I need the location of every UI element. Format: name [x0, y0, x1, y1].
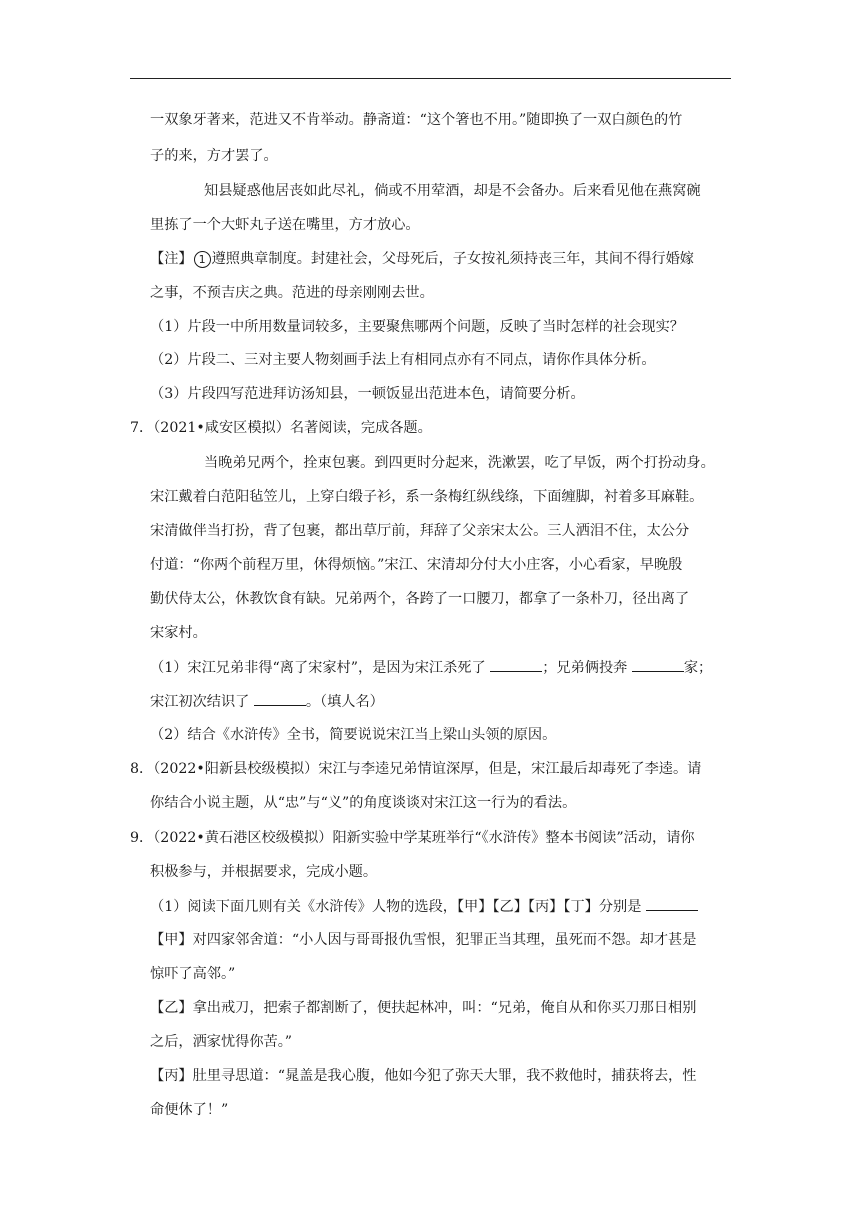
footnote-text: 遵照典章制度。封建社会，父母死后，子女按礼须持丧三年，其间不得行婚嫁 [211, 251, 694, 267]
passage-line: 勤伏侍太公，休教饮食有缺。兄弟两个，各跨了一口腰刀，都拿了一条朴刀，径出离了 [150, 591, 690, 607]
question-stem: （2022•黄石港区校级模拟）阳新实验中学某班举行“《水浒传》整本书阅读”活动，请你 [153, 830, 695, 846]
question-7-header [130, 418, 732, 438]
header-rule [130, 78, 731, 79]
footnote-continuation: 之事，不预吉庆之典。范进的母亲刚刚去世。 [150, 285, 434, 301]
passage-line: 当晚弟兄两个，拴束包裹。到四更时分起来，洗漱罢，吃了早饭，两个打扮动身。 [204, 455, 715, 471]
passage-line: 宋家村。 [150, 625, 207, 641]
subquestion: （1）宋江兄弟非得“离了宋家村”，是因为宋江杀死了 ；兄弟俩投奔 家； [150, 657, 732, 678]
passage-line: 宋清做伴当打扮，背了包裹，都出草厅前，拜辞了父亲宋太公。三人洒泪不住，太公分 [150, 523, 690, 539]
subquestion: （1）阅读下面几则有关《水浒传》人物的选段，【甲】【乙】【丙】【丁】分别是 [150, 896, 732, 917]
passage-line: 宋江戴着白范阳毡笠儿，上穿白缎子衫，系一条梅红纵线绦，下面缠脚，衬着多耳麻鞋。 [150, 489, 704, 505]
question-8-header [130, 759, 732, 779]
subquestion: （2）结合《水浒传》全书，简要说说宋江当上梁山头领的原因。 [150, 727, 557, 743]
question-number: 9． [130, 830, 154, 846]
question-stem: （2022•阳新县校级模拟）宋江与李逵兄弟情谊深厚，但是，宋江最后却毒死了李逵。请 [153, 761, 702, 777]
question-9-header [130, 828, 732, 848]
excerpt-bing-continuation: 命便休了！” [150, 1102, 229, 1118]
subquestion-continuation: 宋江初次结识了 。（填人名） [150, 691, 732, 712]
question-stem-continuation: 你结合小说主题，从“忠”与“义”的角度谈谈对宋江这一行为的看法。 [150, 795, 577, 811]
subquestion: （1）片段一中所用数量词较多，主要聚焦哪两个问题，反映了当时怎样的社会现实？ [150, 319, 684, 335]
passage-line: 付道：“你两个前程万里，休得烦恼。”宋江、宋清却分付大小庄客，小心看家，早晚殷 [150, 557, 683, 573]
passage-line: 知县疑惑他居丧如此尽礼，倘或不用荤酒，却是不会备办。后来看见他在燕窝碗 [204, 183, 701, 199]
question-number: 8． [130, 761, 154, 777]
circled-number-icon: 1 [194, 251, 211, 268]
excerpt-jia: 【甲】对四家邻舍道：“小人因与哥哥报仇雪恨，犯罪正当其理，虽死而不怨。却才甚是 [150, 932, 697, 948]
passage-line: 一双象牙著来，范进又不肯举动。静斋道：“这个箸也不用。”随即换了一双白颜色的竹 [150, 112, 683, 128]
excerpt-jia-continuation: 惊吓了高邻。” [150, 966, 236, 982]
answer-blank[interactable] [632, 657, 684, 672]
subquestion: （2）片段二、三对主要人物刻画手法上有相同点亦有不同点，请你作具体分析。 [150, 352, 656, 368]
footnote [150, 249, 732, 269]
question-number: 7． [130, 420, 154, 436]
footnote-prefix: 【注】 [150, 251, 193, 267]
passage-line: 子的来，方才罢了。 [150, 148, 278, 164]
subquestion: （3）片段四写范进拜访汤知县，一顿饭显出范进本色，请简要分析。 [150, 386, 585, 402]
answer-blank[interactable] [646, 896, 698, 911]
excerpt-yi-continuation: 之后，洒家忧得你苦。” [150, 1034, 293, 1050]
question-stem: （2021•咸安区模拟）名著阅读，完成各题。 [153, 420, 432, 436]
excerpt-bing: 【丙】肚里寻思道：“晁盖是我心腹，他如今犯了弥天大罪，我不救他时，捕获将去，性 [150, 1068, 697, 1084]
question-stem-continuation: 积极参与，并根据要求，完成小题。 [150, 864, 378, 880]
answer-blank[interactable] [254, 691, 306, 706]
passage-line: 里拣了一个大虾丸子送在嘴里，方才放心。 [150, 217, 420, 233]
excerpt-yi: 【乙】拿出戒刀，把索子都割断了，便扶起林冲，叫：“兄弟，俺自从和你买刀那日相别 [150, 1000, 697, 1016]
answer-blank[interactable] [490, 657, 542, 672]
